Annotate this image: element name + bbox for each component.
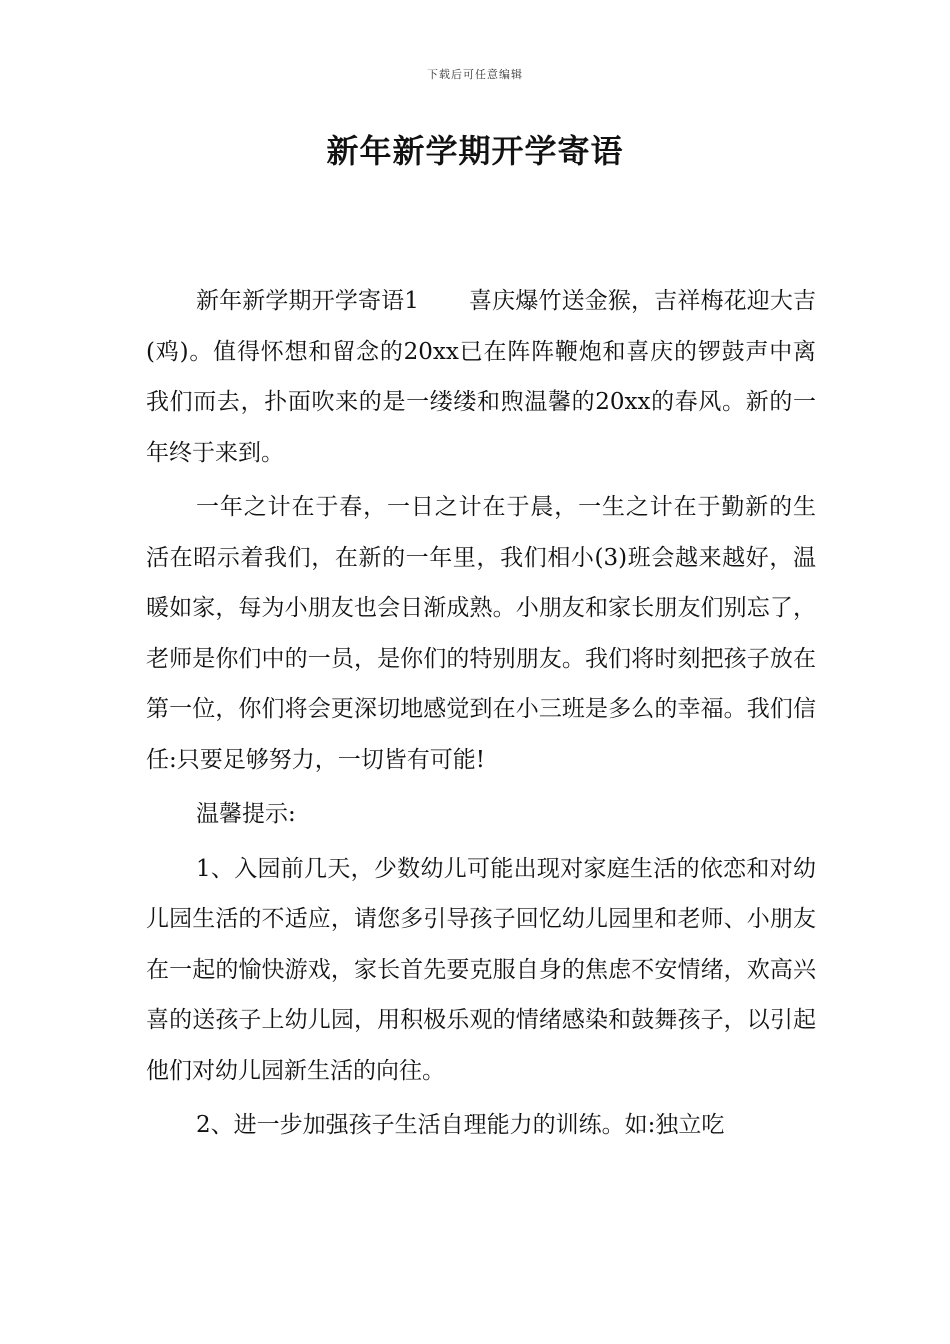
page-title: 新年新学期开学寄语 [326, 132, 624, 170]
paragraph-3: 温馨提示: [196, 801, 296, 827]
paragraph-1-lead: 新年新学期开学寄语1 [196, 288, 419, 314]
header-note: 下载后可任意编辑 [427, 68, 523, 81]
paragraph-1-text: 喜庆爆竹送金猴，吉祥梅花迎大吉(鸡)。值得怀想和留念的20xx已在阵阵鞭炮和喜庆的锣鼓声中离我们而去，扑面吹来的是一缕缕和煦温馨的20xx的春风。新的一年终于来到。 [146, 288, 817, 466]
paragraph-5: 2、进一步加强孩子生活自理能力的训练。如:独立吃 [196, 1112, 725, 1138]
paragraph-2: 一年之计在于春，一日之计在于晨，一生之计在于勤新的生活在昭示着我们，在新的一年里，我们相小(3)班会越来越好，温暖如家，每为小朋友也会日渐成熟。小朋友和家长朋友们别忘了，老师是你们中的一员，是你们的特别朋友。我们将时刻把孩子放在第一位，你们将会更深切地感觉到在小三班是多么的幸福。我们信任:只要足够努力，一切皆有可能! [146, 494, 816, 773]
paragraph-1 [146, 276, 816, 478]
paragraph-4: 1、入园前几天，少数幼儿可能出现对家庭生活的依恋和对幼儿园生活的不适应，请您多引导孩子回忆幼儿园里和老师、小朋友在一起的愉快游戏，家长首先要克服自身的焦虑不安情绪，欢高兴喜的送孩子上幼儿园，用积极乐观的情绪感染和鼓舞孩子，以引起他们对幼儿园新生活的向往。 [146, 855, 816, 1084]
document-body [146, 276, 816, 1155]
